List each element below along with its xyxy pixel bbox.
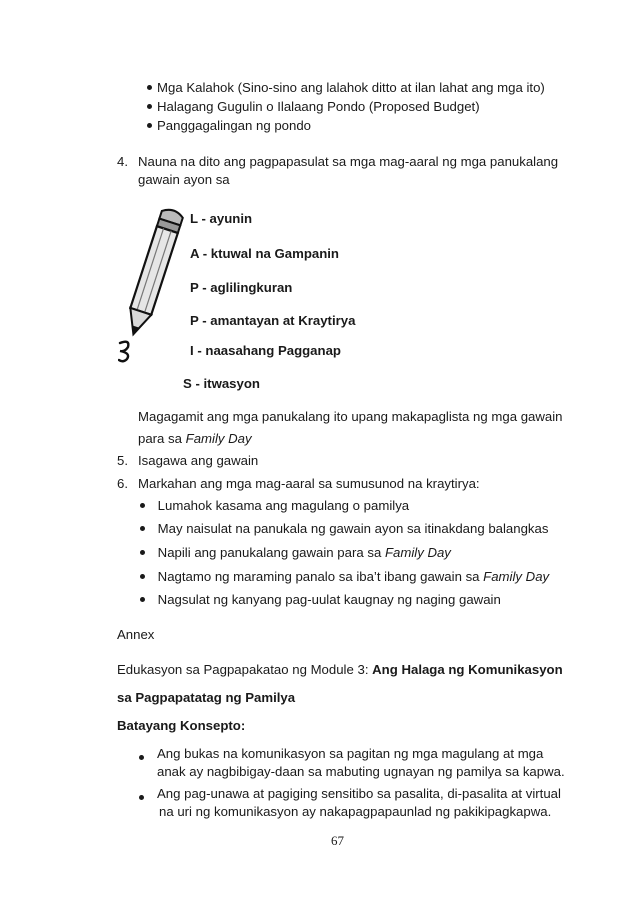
konsepto-item-2	[139, 790, 149, 805]
module-prefix: Edukasyon sa Pagpapakatao ng Module 3:	[117, 662, 373, 677]
magagamit-prefix: para sa	[138, 431, 186, 446]
bullet-icon	[147, 104, 152, 109]
family-day-italic: Family Day	[483, 569, 550, 584]
bullet-icon	[140, 550, 145, 555]
step4-line1-text: Nauna na dito ang pagpapasulat sa mga mag-aaral ng mga panukalang	[138, 154, 559, 169]
criteria-text: Napili ang panukalang gawain para sa	[157, 545, 385, 560]
konsepto-1-line1: Ang bukas na komunikasyon sa pagitan ng mga magulang at mga	[157, 746, 544, 761]
criteria-text: Nagsulat ng kanyang pag-uulat kaugnay ng naging gawain	[157, 592, 501, 607]
konsepto-2-line1: Ang pag-unawa at pagiging sensitibo sa pasalita, di-pasalita at virtual	[157, 786, 561, 801]
page-number: 67	[331, 833, 344, 848]
magagamit-line1: Magagamit ang mga panukalang ito upang makapaglista ng mga gawain	[138, 409, 563, 424]
criteria-text: May naisulat na panukala ng gawain ayon sa itinakdang balangkas	[157, 521, 549, 536]
step5-number: 5.	[117, 453, 128, 468]
criteria-item-3	[140, 545, 451, 560]
konsepto-2-line2: na uri ng komunikasyon ay nakapagpapaunlad ng pakikipagkapwa.	[159, 804, 552, 819]
konsepto-1-line2: anak ay nagbibigay-daan sa mabuting ugnayan ng pamilya sa kapwa.	[157, 764, 565, 779]
batayang-heading: Batayang Konsepto:	[117, 718, 246, 733]
bullet-icon	[147, 123, 152, 128]
konsepto-item-1	[139, 750, 149, 765]
bullet-text: Panggagalingan ng pondo	[157, 118, 312, 133]
pencil-icon	[118, 205, 184, 363]
family-day-italic: Family Day	[384, 545, 451, 560]
module-line1	[117, 662, 563, 677]
bullet-text: Halagang Gugulin o Ilalaang Pondo (Proposed Budget)	[157, 99, 480, 114]
module-title-bold: Ang Halaga ng Komunikasyon	[372, 662, 563, 677]
criteria-text: Lumahok kasama ang magulang o pamilya	[157, 498, 410, 513]
bullet-icon	[139, 755, 144, 760]
step6-text: Markahan ang mga mag-aaral sa sumusunod na kraytirya:	[138, 476, 480, 491]
bullet-icon	[139, 795, 144, 800]
bullet-icon	[140, 574, 145, 579]
bullet-icon	[140, 597, 145, 602]
step4-line2: gawain ayon sa	[138, 172, 230, 187]
top-bullet-1	[147, 80, 545, 95]
lapps-A: A - ktuwal na Gampanin	[190, 246, 339, 261]
lapps-S: S - itwasyon	[183, 376, 260, 391]
top-bullet-2	[147, 99, 480, 114]
criteria-item-5	[140, 592, 501, 607]
step5-text: Isagawa ang gawain	[138, 453, 259, 468]
bullet-icon	[147, 85, 152, 90]
bullet-text: Mga Kalahok (Sino-sino ang lalahok ditto at ilan lahat ang mga ito)	[157, 80, 545, 95]
criteria-item-2	[140, 521, 548, 536]
step4-line1	[138, 154, 561, 169]
lapps-L: L - ayunin	[190, 211, 253, 226]
bullet-icon	[140, 503, 145, 508]
step6-number: 6.	[117, 476, 128, 491]
criteria-text: Nagtamo ng maraming panalo sa iba’t ibang gawain sa	[157, 569, 484, 584]
lapps-I: I - naasahang Pagganap	[190, 343, 341, 358]
bullet-icon	[140, 526, 145, 531]
lapps-P1: P - aglilingkuran	[190, 280, 293, 295]
module-line2: sa Pagpapatatag ng Pamilya	[117, 690, 296, 705]
criteria-item-1	[140, 498, 409, 513]
magagamit-line2	[138, 431, 252, 446]
annex-label: Annex	[117, 627, 155, 642]
family-day-italic: Family Day	[185, 431, 252, 446]
top-bullet-3	[147, 118, 311, 133]
criteria-item-4	[140, 569, 549, 584]
step4-number: 4.	[117, 154, 128, 169]
lapps-P2: P - amantayan at Kraytirya	[190, 313, 356, 328]
